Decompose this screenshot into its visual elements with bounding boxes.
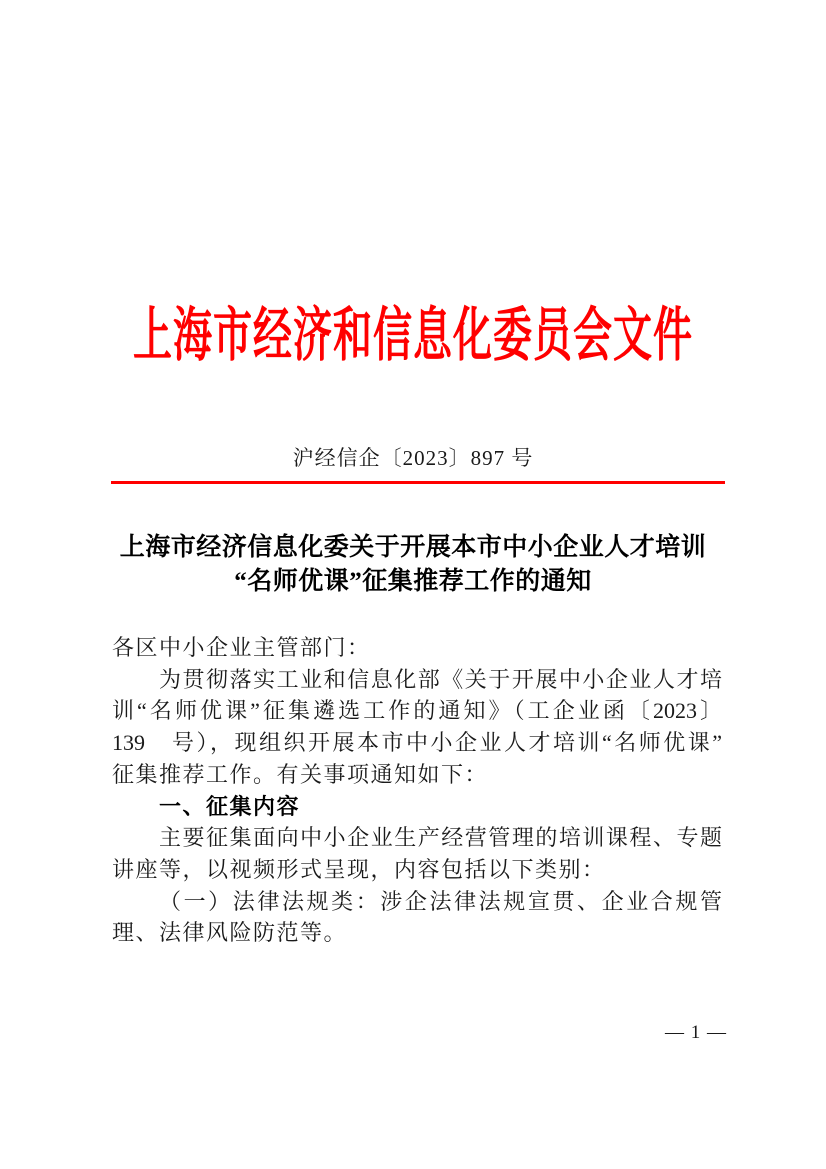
letterhead [0, 299, 826, 369]
section-heading-collection-content: 一、征集内容 [159, 793, 301, 819]
body-line: 征集推荐工作。有关事项通知如下： [112, 761, 489, 787]
document-title-line-1: 上海市经济信息化委关于开展本市中小企业人才培训 [119, 534, 707, 561]
body-line: 讲座等，以视频形式呈现，内容包括以下类别： [112, 856, 606, 882]
document-title [0, 531, 826, 599]
body-line-salutation: 各区中小企业主管部门： [112, 635, 371, 660]
document-body [112, 632, 722, 949]
document-number: 沪经信企〔2023〕897 号 [292, 446, 534, 470]
document-title-line-2: “名师优课”征集推荐工作的通知 [234, 568, 592, 595]
page-number: — 1 — [665, 1022, 727, 1043]
body-line: 主要征集面向中小企业生产经营管理的培训课程、专题 [159, 825, 722, 851]
letterhead-title: 上海市经济和信息化委员会文件 [132, 304, 693, 369]
red-separator-line [111, 481, 725, 484]
body-line: 理、法律风险防范等。 [112, 920, 348, 946]
body-line: （一）法律法规类：涉企法律法规宣贯、企业合规管 [159, 888, 722, 914]
body-line: 为贯彻落实工业和信息化部《关于开展中小企业人才培 [159, 666, 722, 692]
body-line: 139 号），现组织开展本市中小企业人才培训“名师优课” [112, 730, 722, 756]
body-line: 训“名师优课”征集遴选工作的通知》（工企业函〔2023〕 [112, 698, 722, 724]
